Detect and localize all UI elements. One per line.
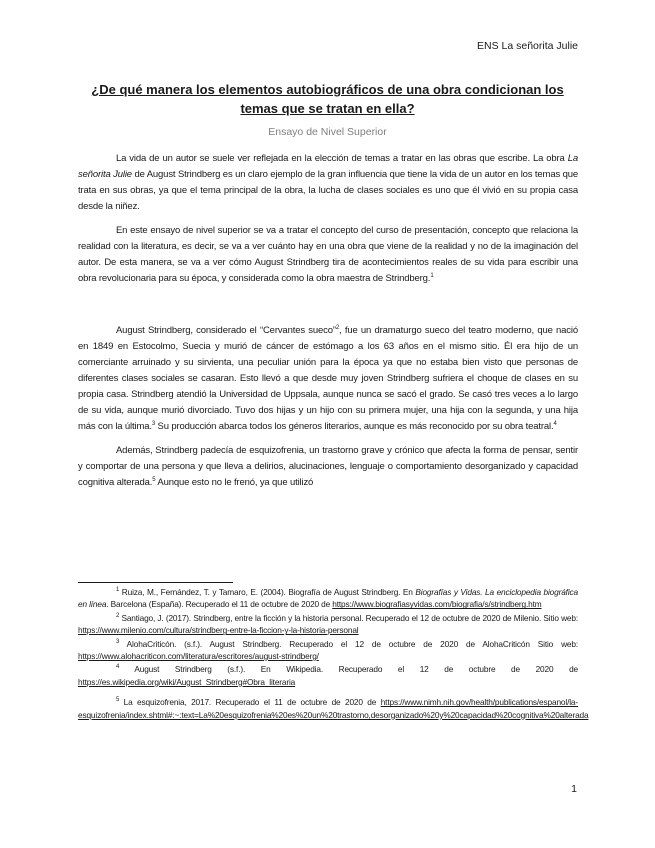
footnote-ref-2[interactable]: 2 (335, 324, 340, 331)
footnote-2: $^2$ Santiago, J. (2017). Strindberg, entre la ficción y la historia personal. Recuperado el 12 de octubre de 2020 de Milenio. Sitio web: https://www.milenio.com/cultura/strindberg-entre-la-ficcion-y-la-historia-personal (78, 612, 578, 636)
essay-subtitle: Ensayo de Nivel Superior (268, 126, 387, 138)
paragraph-3: August Strindberg, considerado el “Cervantes sueco”$^2$, fue un dramaturgo sueco del teatro moderno, que nació en 1849 en Estocolmo, Suecia y murió de cáncer de estómago a los 63 años en el mismo sitio. Él era hijo de un comerciante arruinado y su sirvienta, una peculiar unión para la época ya que no estaba bien visto que personas de diferentes clases sociales se casaran. Esto llevó a que desde muy joven Strindberg sufriera el choque de clases en su propia casa. Strindberg atendió la Universidad de Uppsala, aunque nunca se sacó el grado. Se casó tres veces a lo largo de su vida, aunque murió divorciado. Tuvo dos hijas y un hijo con su primera mujer, una hija con la segunda, y una hija más con la última.$^3$ Su producción abarca todos los géneros literarios, aunque es más reconocido por su obra teatral.$^4$ (78, 324, 578, 432)
footnotes (78, 586, 589, 722)
paragraph-4: Además, Strindberg padecía de esquizofrenia, un trastorno grave y crónico que afecta la forma de pensar, sentir y comportar de una persona y que lleva a delirios, alucinaciones, lenguaje o comportamiento desorganizado y capacidad cognitiva alterada.$^5$ Aunque esto no le frenó, ya que utilizó (78, 445, 578, 488)
footnote-2-link[interactable]: https://www.milenio.com/cultura/strindberg-entre-la-ficcion-y-la-historia-personal (78, 625, 359, 636)
footnote-separator (78, 582, 233, 583)
essay-title: ¿De qué manera los elementos autobiográficos de una obra condicionan los temas que se tratan en ella? (91, 82, 564, 116)
page-number: 1 (571, 783, 577, 795)
footnote-ref-3[interactable]: 3 (151, 420, 156, 427)
footnote-ref-4[interactable]: 4 (553, 420, 557, 427)
work-title: La señorita Julie (78, 153, 578, 180)
footnote-1: $^1$ Ruiza, M., Fernández, T. y Tamaro, E. (2004). Biografía de August Strindberg. En Biografías y Vidas. La enciclopedia biográfica en línea. Barcelona (España). Recuperado el 11 de octubre de 2020 de https://www.biografiasyvidas.com/biografia/s/strindberg.htm (78, 587, 578, 610)
footnote-5-link[interactable]: https://www.nimh.nih.gov/health/publications/espanol/la-esquizofrenia/index.shtml#:~:text=La%20esquizofrenia%20es%20un%20trastorno,desorganizado%20y%20capacidad%20cognitiva%20alterada (78, 697, 589, 720)
paragraph-2: En este ensayo de nivel superior se va a tratar el concepto del curso de presentación, concepto que relaciona la realidad con la literatura, es decir, se va a ver cuánto hay en una obra que viene de la realidad y no de la imaginación del autor. De esta manera, se va a ver cómo August Strindberg tira de acontecimientos reales de su vida para escribir una obra revolucionaria para su época, y considerada como la obra maestra de Strindberg.$^1$ (78, 225, 578, 284)
footnote-3-link[interactable]: https://www.alohacriticon.com/literatura/escritores/august-strindberg/ (78, 651, 319, 662)
paragraph-1: La vida de un autor se suele ver reflejada en la elección de temas a tratar en las obras que escribe. La obra La señorita Julie de August Strindberg es un claro ejemplo de la gran influencia que tiene la vida de un autor en los temas que trata en sus obras, ya que el tema principal de la obra, la lucha de clases sociales es uno que él vivió en su propia casa desde la niñez. (78, 153, 578, 212)
footnote-ref-1[interactable]: 1 (430, 272, 434, 279)
footnote-3: $^3$ AlohaCriticón. (s.f.). August Strindberg. Recuperado el 12 de octubre de 2020 de AlohaCriticón Sitio web: https://www.alohacriticon.com/literatura/escritores/august-strindberg/ (78, 638, 578, 662)
running-header: ENS La señorita Julie (477, 40, 578, 52)
footnote-5: $^5$ La esquizofrenia, 2017. Recuperado el 11 de octubre de 2020 de https://www.nimh.nih.gov/health/publications/espanol/la-esquizofrenia/index.shtml#:~:text=La%20esquizofrenia%20es%20un%20trastorno,desorganizado%20y%20capacidad%20cognitiva%20alterada (78, 697, 589, 720)
essay-body (78, 151, 578, 491)
footnote-4: $^4$ August Strindberg (s.f.). En Wikipedia. Recuperado el 12 de octubre de 2020 de https://es.wikipedia.org/wiki/August_Strindberg#Obra_literaria (78, 664, 578, 687)
footnote-1-link[interactable]: https://www.biografiasyvidas.com/biografia/s/strindberg.htm (332, 599, 542, 610)
footnote-4-link[interactable]: https://es.wikipedia.org/wiki/August_Strindberg#Obra_literaria (78, 676, 296, 687)
footnote-ref-5[interactable]: 5 (152, 476, 156, 483)
